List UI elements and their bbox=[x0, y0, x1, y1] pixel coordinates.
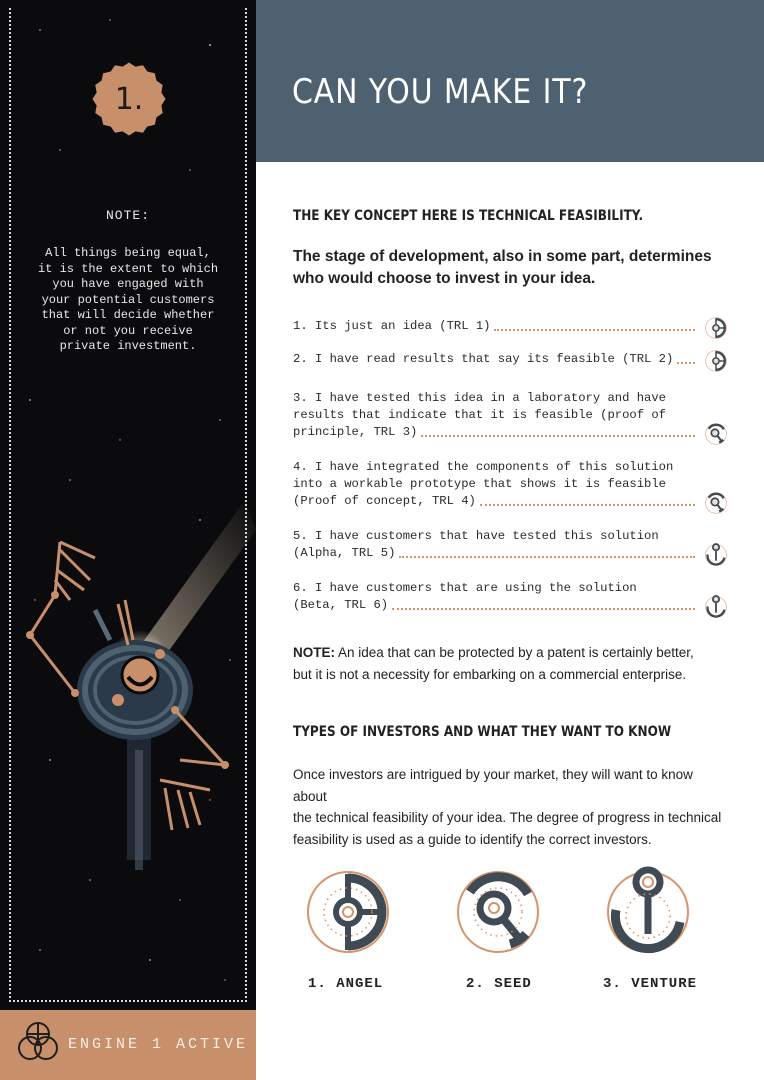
trl-item-text: 3. I have tested this idea in a laboratory and have bbox=[293, 391, 666, 405]
trl-item bbox=[293, 390, 729, 441]
seed-label: 2. SEED bbox=[466, 976, 532, 992]
feasibility-heading: THE KEY CONCEPT HERE IS TECHNICAL FEASIBILITY. bbox=[293, 208, 644, 224]
sidebar-note-title: NOTE: bbox=[105, 208, 150, 223]
body-line: Once investors are intrigued by your market, they will want to know about bbox=[293, 767, 693, 804]
angel-icon bbox=[703, 315, 729, 341]
patent-note-label: NOTE: bbox=[293, 645, 335, 660]
dotted-border-bottom bbox=[9, 1000, 247, 1002]
seed-icon bbox=[703, 490, 729, 516]
patent-note-line: but it is not a necessity for embarking on a commercial enterprise. bbox=[293, 667, 687, 682]
seed-investor bbox=[448, 862, 548, 962]
dotted-leader bbox=[392, 607, 695, 610]
trl-item bbox=[293, 351, 729, 368]
trl-item-text: (Alpha, TRL 5) bbox=[293, 546, 396, 560]
note-line: your potential customers bbox=[41, 292, 215, 307]
patent-note bbox=[293, 642, 723, 686]
angel-icon bbox=[298, 862, 398, 962]
note-line: All things being equal, bbox=[45, 246, 211, 260]
engine-logo-icon bbox=[18, 1020, 58, 1062]
angel-investor bbox=[298, 862, 398, 962]
trl-item bbox=[293, 318, 729, 335]
trl-item-text: 5. I have customers that have tested this solution bbox=[293, 529, 659, 543]
investor-types-body bbox=[293, 764, 725, 850]
dotted-leader bbox=[421, 434, 695, 437]
note-line: or not you receive bbox=[63, 323, 193, 338]
trl-item-text: (Beta, TRL 6) bbox=[293, 598, 389, 612]
venture-icon bbox=[703, 594, 729, 620]
angel-label: 1. ANGEL bbox=[308, 976, 384, 992]
note-line: private investment. bbox=[59, 339, 197, 353]
trl-item-text: results that indicate that it is feasible (proof of bbox=[293, 408, 666, 422]
lead-line: who would choose to invest in your idea. bbox=[293, 270, 596, 287]
trl-item-text: 2. I have read results that say its feasible (TRL 2) bbox=[293, 352, 674, 366]
seed-icon bbox=[448, 862, 548, 962]
lead-paragraph bbox=[293, 246, 713, 290]
engine-illustration bbox=[0, 470, 256, 910]
sidebar-note-body bbox=[24, 246, 232, 355]
body-line: the technical feasibility of your idea. The degree of progress in technical bbox=[293, 810, 722, 825]
engine-status-label: ENGINE 1 ACTIVE bbox=[68, 1036, 249, 1053]
trl-item-text: principle, TRL 3) bbox=[293, 425, 418, 439]
page-title: CAN YOU MAKE IT? bbox=[292, 72, 589, 112]
trl-item bbox=[293, 528, 729, 562]
note-line: you have engaged with bbox=[52, 277, 204, 291]
note-line: that will decide whether bbox=[41, 308, 215, 322]
investor-types-heading: TYPES OF INVESTORS AND WHAT THEY WANT TO KNOW bbox=[293, 724, 672, 740]
seed-icon bbox=[703, 421, 729, 447]
trl-item-text: 1. Its just an idea (TRL 1) bbox=[293, 319, 491, 333]
trl-item-text: 6. I have customers that are using the solution bbox=[293, 581, 637, 595]
venture-label: 3. VENTURE bbox=[603, 976, 698, 992]
lead-line: The stage of development, also in some part, determines bbox=[293, 248, 712, 265]
body-line: feasibility is used as a guide to identify the correct investors. bbox=[293, 831, 652, 847]
dotted-leader bbox=[494, 328, 695, 331]
dotted-leader bbox=[677, 361, 695, 364]
angel-icon bbox=[703, 348, 729, 374]
trl-item-text: 4. I have integrated the components of this solution bbox=[293, 460, 674, 474]
patent-note-line: An idea that can be protected by a patent is certainly better, bbox=[338, 645, 694, 660]
dotted-leader bbox=[480, 503, 695, 506]
venture-icon bbox=[598, 862, 698, 962]
note-line: it is the extent to which bbox=[37, 261, 219, 276]
venture-investor bbox=[598, 862, 698, 962]
trl-item-text: (Proof of concept, TRL 4) bbox=[293, 494, 476, 508]
dotted-leader bbox=[399, 555, 695, 558]
trl-item-text: into a workable prototype that shows it is feasible bbox=[293, 477, 666, 491]
trl-item bbox=[293, 580, 729, 614]
section-number: 1. bbox=[114, 81, 144, 117]
trl-item bbox=[293, 459, 729, 510]
venture-icon bbox=[703, 542, 729, 568]
